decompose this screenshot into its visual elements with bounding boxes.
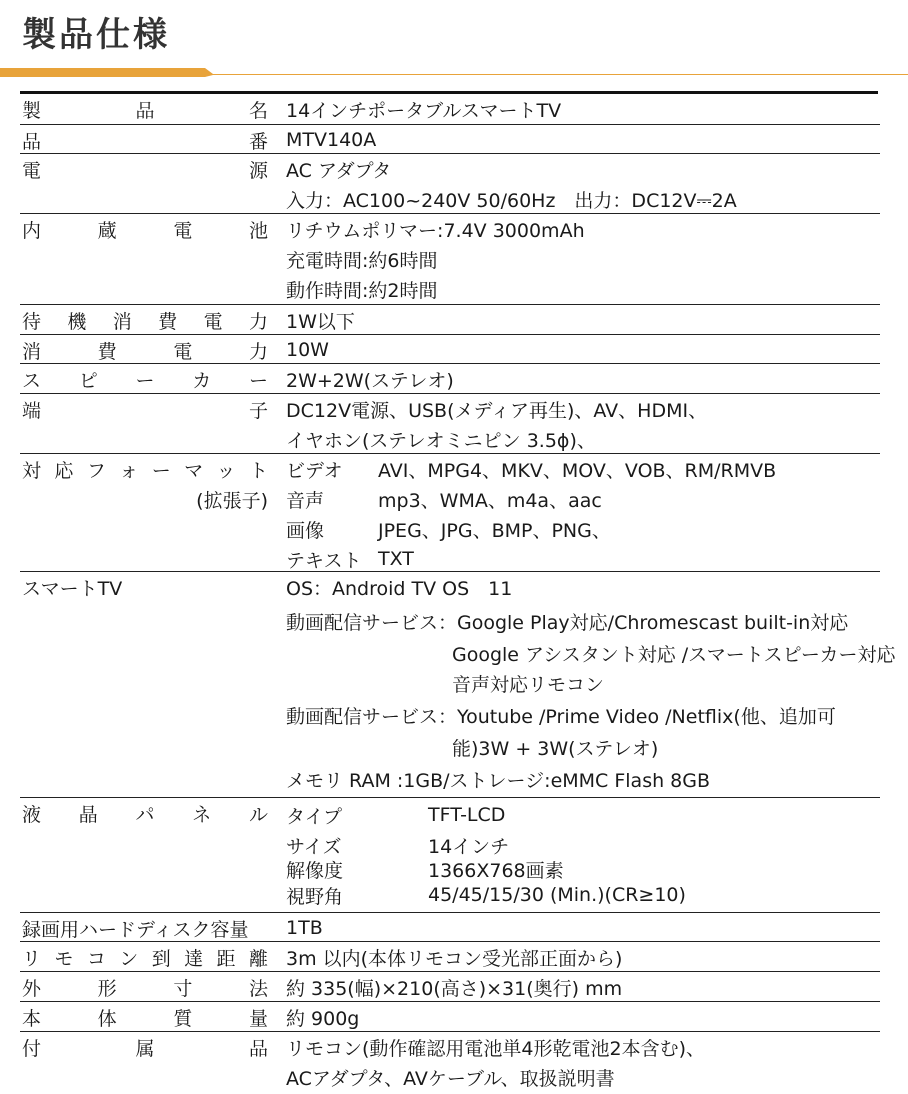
spec-item-formats: [286, 514, 876, 544]
spec-value-line: 入力：AC100~240V 50/60Hz 出力：DC12V⎓2A: [286, 189, 737, 212]
spec-value-line: 1TB: [286, 917, 323, 939]
spec-value-line: イヤホン(ステレオミニピン 3.5ϕ)、: [286, 429, 596, 452]
label-char: 端: [22, 399, 42, 422]
label-char: 力: [248, 340, 268, 363]
label-char: ネ: [192, 803, 212, 826]
spec-row-battery: [20, 214, 880, 305]
label-char: 達: [184, 947, 204, 970]
label-char: リ: [22, 947, 42, 970]
label-char: パ: [135, 803, 155, 826]
spec-row-model: [20, 125, 880, 154]
label-char: ン: [119, 947, 139, 970]
spec-row-remote: [20, 942, 880, 972]
label-char: ト: [248, 459, 268, 482]
spec-item-panel: [286, 880, 876, 910]
label-char: 力: [248, 310, 268, 333]
label-char: 距: [216, 947, 236, 970]
title-underline: [0, 66, 908, 78]
spec-label-hdd: 録画用ハードディスク容量: [22, 918, 249, 941]
spec-row-standby: [20, 305, 880, 335]
spec-value-line: DC12V電源、USB(メディア再生)、AV、HDMI、: [286, 399, 708, 422]
spec-item-key: 音声: [286, 489, 325, 512]
spec-row-accessories: [20, 1032, 880, 1094]
label-char: 法: [248, 977, 268, 1000]
spec-label-smart: スマートTV: [22, 577, 123, 600]
spec-item-formats: [286, 544, 876, 574]
label-char: 外: [22, 977, 42, 1000]
spec-label-formats: [22, 454, 268, 484]
label-char: 電: [173, 340, 193, 363]
spec-label-name: [22, 94, 268, 124]
spec-value-line: 1W以下: [286, 310, 355, 333]
spec-value-line: AC アダプタ: [286, 159, 392, 182]
spec-row-smart: [20, 572, 896, 798]
spec-label-consumption: [22, 335, 268, 365]
label-char: 費: [97, 340, 117, 363]
label-char: ッ: [216, 459, 236, 482]
spec-label-panel: [22, 798, 268, 828]
label-char: 子: [248, 399, 268, 422]
spec-item-key: 視野角: [286, 885, 344, 908]
spec-row-name: [20, 94, 880, 125]
label-char: 対: [22, 459, 42, 482]
spec-label-standby: [22, 305, 268, 335]
label-char: 電: [22, 159, 42, 182]
label-char: 蔵: [97, 219, 117, 242]
spec-row-formats: [20, 454, 880, 572]
label-char: モ: [54, 947, 74, 970]
spec-item-key: ビデオ: [286, 459, 343, 482]
spec-item-value: TXT: [378, 548, 414, 570]
spec-item-value: mp3、WMA、m4a、aac: [378, 489, 602, 512]
spec-label-speaker: [22, 364, 268, 394]
label-char: ー: [248, 369, 268, 392]
spec-item-key: タイプ: [286, 805, 343, 828]
label-char: カ: [192, 369, 212, 392]
label-char: 池: [248, 219, 268, 242]
spec-value-line: 14インチポータブルスマートTV: [286, 99, 562, 122]
label-char: ピ: [78, 369, 98, 392]
spec-value-line: OS：Android TV OS 11: [286, 577, 513, 600]
label-char: コ: [86, 947, 106, 970]
label-char: ス: [22, 369, 42, 392]
spec-label-dimensions: [22, 972, 268, 1002]
spec-item-formats: [286, 484, 876, 514]
spec-row-hdd: [20, 913, 880, 942]
label-char: 応: [54, 459, 74, 482]
label-char: 機: [67, 310, 87, 333]
spec-item-key: 画像: [286, 519, 325, 542]
label-char: 本: [22, 1007, 42, 1030]
label-char: 液: [22, 803, 42, 826]
spec-row-panel: [20, 798, 880, 913]
label-char: 体: [97, 1007, 117, 1030]
label-char: ー: [135, 369, 155, 392]
label-char: 到: [151, 947, 171, 970]
spec-value-line: 約 335(幅)×210(高さ)×31(奥行) mm: [286, 977, 623, 1000]
spec-label-terminal: [22, 394, 268, 424]
label-char: ォ: [119, 459, 139, 482]
label-char: フ: [86, 459, 106, 482]
spec-item-value: 45/45/15/30 (Min.)(CR≥10): [428, 884, 686, 906]
spec-item-key: サイズ: [286, 835, 342, 858]
spec-value-line: リチウムポリマー:7.4V 3000mAh: [286, 219, 585, 242]
spec-value-line: 2W+2W(ステレオ): [286, 369, 454, 392]
label-char: 源: [248, 159, 268, 182]
spec-value-line: メモリ RAM :1GB/ストレージ:eMMC Flash 8GB: [286, 769, 711, 792]
label-char: 電: [203, 310, 223, 333]
spec-label-battery: [22, 214, 268, 244]
spec-row-power: [20, 154, 880, 214]
spec-value-line: 動画配信サービス：Google Play対応/Chromescast built-in対応: [286, 611, 849, 634]
label-char: ー: [151, 459, 171, 482]
label-char: 寸: [173, 977, 193, 1000]
spec-item-key: テキスト: [286, 549, 362, 572]
label-char: 量: [248, 1007, 268, 1030]
label-char: マ: [184, 459, 204, 482]
label-char: ル: [248, 803, 268, 826]
spec-row-speaker: [20, 364, 880, 394]
label-char: 形: [97, 977, 117, 1000]
spec-value-line: ACアダプタ、AVケーブル、取扱説明書: [286, 1067, 615, 1090]
label-char: 費: [158, 310, 178, 333]
spec-item-value: TFT-LCD: [428, 804, 506, 826]
spec-row-dimensions: [20, 972, 880, 1002]
spec-row-weight: [20, 1002, 880, 1032]
spec-label-remote: [22, 942, 268, 972]
label-char: 晶: [78, 803, 98, 826]
spec-item-value: AVI、MPG4、MKV、MOV、VOB、RM/RMVB: [378, 459, 777, 482]
spec-row-terminal: [20, 394, 880, 454]
label-char: 番: [248, 130, 268, 153]
spec-value-line: 10W: [286, 339, 329, 361]
spec-item-value: 1366X768画素: [428, 859, 564, 882]
label-char: 製: [22, 99, 42, 122]
spec-value-line: 3m 以内(本体リモコン受光部正面から): [286, 947, 623, 970]
spec-value-line: 音声対応リモコン: [452, 673, 605, 696]
spec-item-formats: [286, 454, 876, 484]
label-char: 品: [22, 130, 42, 153]
spec-sublabel-formats: (拡張子): [196, 489, 268, 512]
spec-value-line: 動作時間:約2時間: [286, 279, 438, 302]
spec-value-line: 充電時間:約6時間: [286, 249, 438, 272]
spec-value-line: 約 900g: [286, 1007, 360, 1030]
label-char: 質: [173, 1007, 193, 1030]
label-char: 離: [248, 947, 268, 970]
spec-value-line: リモコン(動作確認用電池単4形乾電池2本含む)、: [286, 1037, 706, 1060]
spec-item-key: 解像度: [286, 859, 344, 882]
spec-item-panel: [286, 800, 876, 830]
spec-value-line: 能)3W + 3W(ステレオ): [452, 737, 659, 760]
label-char: 属: [135, 1037, 155, 1060]
page-title: 製品仕様: [22, 15, 170, 55]
spec-item-value: 14インチ: [428, 835, 510, 858]
spec-value-line: 動画配信サービス：Youtube /Prime Video /Netflix(他、追加可: [286, 705, 836, 728]
spec-item-value: JPEG、JPG、BMP、PNG、: [378, 519, 611, 542]
label-char: 付: [22, 1037, 42, 1060]
label-char: 消: [22, 340, 42, 363]
spec-label-power: [22, 154, 268, 184]
spec-value-line: Google アシスタント対応 /スマートスピーカー対応: [452, 643, 896, 666]
label-char: 品: [248, 1037, 268, 1060]
label-char: 消: [112, 310, 132, 333]
label-char: 品: [135, 99, 155, 122]
label-char: 電: [173, 219, 193, 242]
spec-row-consumption: [20, 335, 880, 364]
spec-label-accessories: [22, 1032, 268, 1062]
label-char: 待: [22, 310, 42, 333]
label-char: 内: [22, 219, 42, 242]
spec-value-line: MTV140A: [286, 129, 377, 151]
label-char: 名: [248, 99, 268, 122]
spec-label-weight: [22, 1002, 268, 1032]
spec-label-model: [22, 125, 268, 155]
